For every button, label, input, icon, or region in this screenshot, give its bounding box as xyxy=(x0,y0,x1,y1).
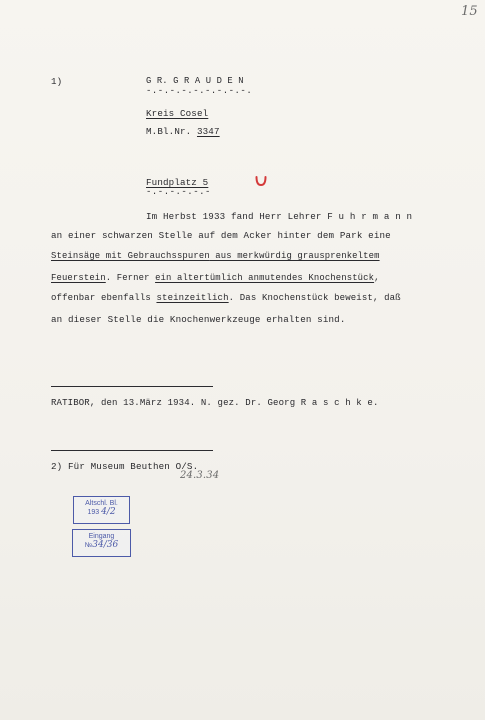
finding-material: aus merkwürdig grausprenkeltem xyxy=(209,251,380,261)
body-line-6: an dieser Stelle die Knochenwerkzeuge erhalten sind. xyxy=(51,314,346,325)
pencil-date: 24.3.34 xyxy=(180,470,220,481)
body-line-4: Feuerstein. Ferner ein altertümlich anmutendes Knochenstück, xyxy=(51,273,380,283)
divider-lower xyxy=(51,450,213,451)
archive-stamp xyxy=(73,496,130,524)
map-sheet-line xyxy=(146,126,220,137)
red-checkmark-icon xyxy=(254,175,268,187)
map-sheet-number: 3347 xyxy=(196,126,220,137)
site-label: Fundplatz 5 xyxy=(146,177,209,188)
archive-stamp-title: Altschl. Bl. xyxy=(85,500,118,507)
map-sheet-prefix: M.Bl.Nr. xyxy=(146,126,197,137)
body-line-2: an einer schwarzen Stelle auf dem Acker hinter dem Park eine xyxy=(51,230,391,241)
place-heading: G R. G R A U D E N xyxy=(146,76,244,86)
page-number: 15 xyxy=(461,4,478,19)
entry-number: 1) xyxy=(51,76,63,87)
body-line-1: Im Herbst 1933 fand Herr Lehrer F u h r m a n n xyxy=(146,211,413,222)
finding-stone-age: steinzeitlich xyxy=(156,293,229,303)
place-heading-underline: -.-.-.-.-.-.-.-.-. xyxy=(146,86,253,96)
body-line-5: offenbar ebenfalls steinzeitlich. Das Knochenstück beweist, daß xyxy=(51,293,401,303)
copy-recipient-note: 2) Für Museum Beuthen O/S. xyxy=(51,461,199,472)
district-label: Kreis Cosel xyxy=(146,108,209,119)
finding-saw: Steinsäge mit Gebrauchsspuren xyxy=(51,251,210,261)
receipt-stamp xyxy=(72,529,131,557)
divider-upper xyxy=(51,386,213,387)
receipt-stamp-title: Eingang xyxy=(88,533,115,540)
finding-bone: ein altertümlich anmutendes Knochenstück xyxy=(155,273,375,283)
receipt-stamp-number: №34/36 xyxy=(84,540,119,550)
body-line-3 xyxy=(51,251,380,261)
finding-flint: Feuerstein xyxy=(51,273,106,283)
signature-line: RATIBOR, den 13.März 1934. N. gez. Dr. Georg R a s c h k e. xyxy=(51,398,379,408)
site-label-underline: -.-.-.-.-.- xyxy=(146,187,211,197)
archive-stamp-number: 193 4/2 xyxy=(87,507,116,517)
